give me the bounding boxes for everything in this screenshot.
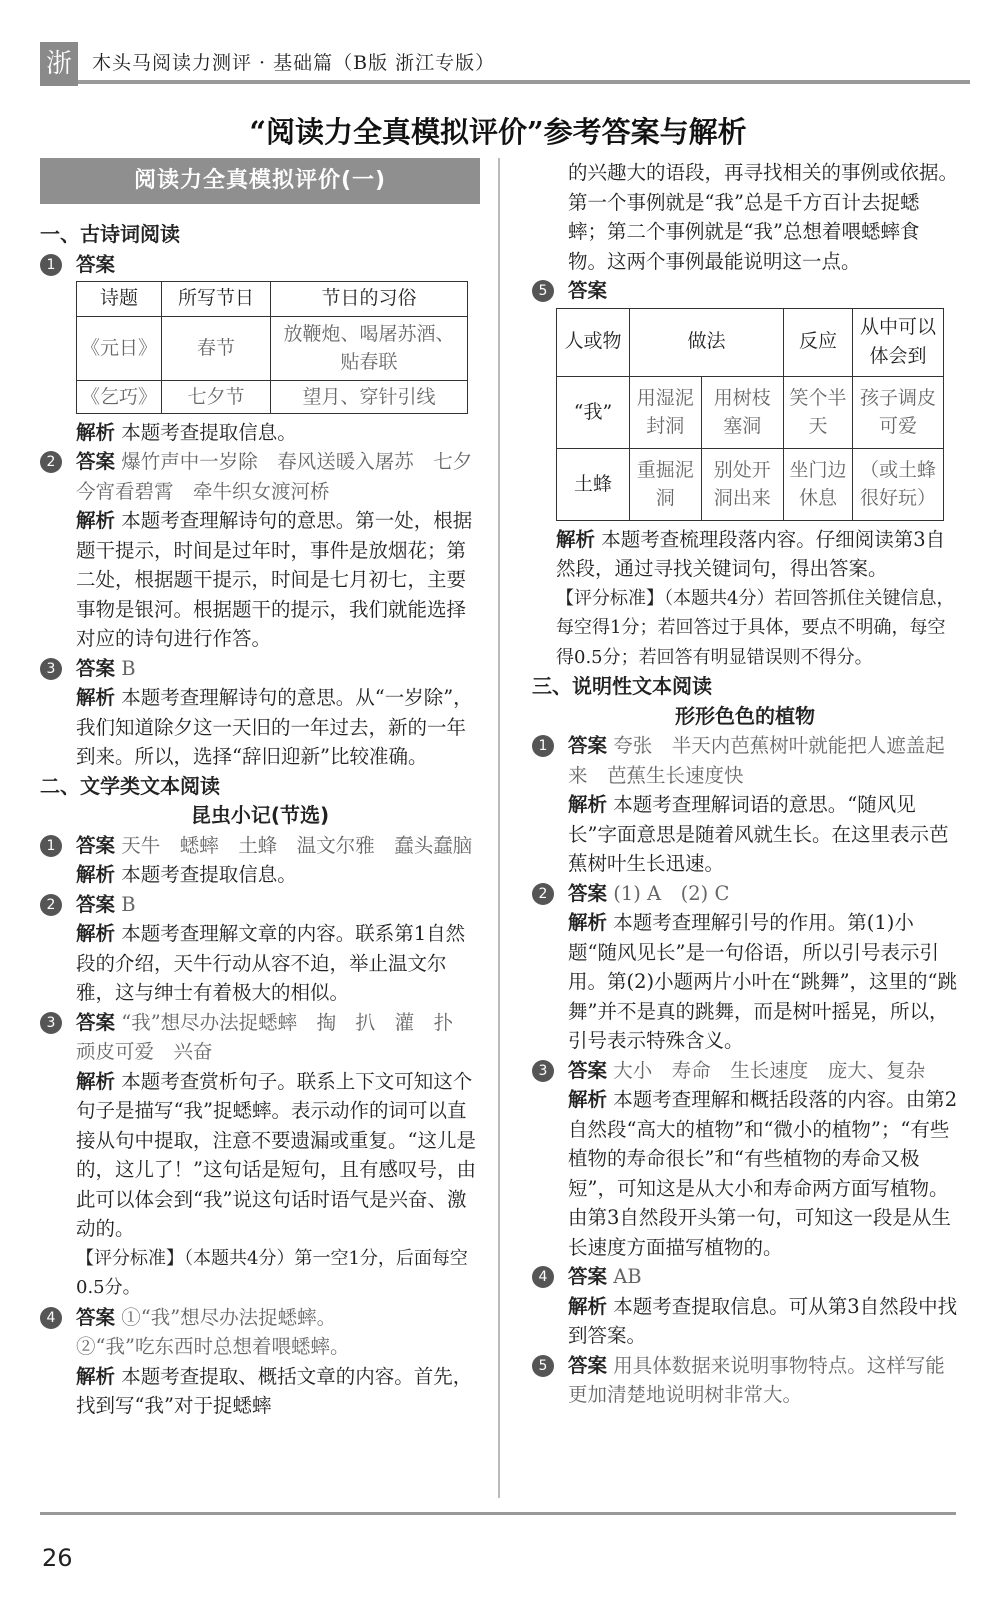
answer-text: B: [121, 656, 136, 680]
analysis-label: 解析: [76, 1364, 116, 1388]
question-2: [40, 447, 480, 506]
table-cell: 放鞭炮、喝屠苏酒、贴春联: [271, 316, 468, 380]
question-number-badge: 4: [40, 1307, 62, 1329]
question-2: [40, 890, 480, 920]
section-banner: 阅读力全真模拟评价(一): [40, 158, 480, 204]
analysis-text: 本题考查理解词语的意思。“随风见长”字面意思是随着风就生长。在这里表示芭蕉树叶生长迅速。: [568, 793, 949, 875]
analysis-text: 本题考查提取信息。: [121, 863, 297, 886]
analysis: [40, 418, 480, 448]
question-2: [532, 879, 958, 909]
passage-title: 昆虫小记(节选): [190, 803, 330, 827]
analysis-label: 解析: [76, 1069, 116, 1093]
table-row: [77, 380, 468, 413]
question-3: [40, 654, 480, 684]
question-3: [40, 1008, 480, 1067]
analysis-label: 解析: [568, 911, 608, 934]
answer-label: 答案: [76, 833, 116, 857]
question-4: [532, 1262, 958, 1292]
question-number-badge: 2: [532, 883, 554, 905]
question-number-badge: 5: [532, 280, 554, 302]
table-cell: 孩子调皮可爱: [853, 376, 944, 448]
table-cell: 用树枝塞洞: [701, 376, 783, 448]
analysis: [40, 1067, 480, 1244]
footer-rule: [40, 1512, 956, 1515]
question-number-badge: 3: [40, 658, 62, 680]
table-cell: 《元日》: [77, 316, 162, 380]
analysis-label: 解析: [76, 922, 116, 945]
table-header-row: [557, 308, 944, 376]
analysis-text: 本题考查理解引号的作用。第(1)小题“随风见长”是一句俗语，所以引号表示引用。第(2)小题两片小叶在“跳舞”，这里的“跳舞”并不是真的跳舞，而是树叶摇晃，所以，引号表示特殊含义。: [568, 911, 958, 1052]
table-cell: 重掘泥洞: [630, 448, 702, 520]
answer-label: 答案: [76, 656, 116, 680]
table-cell: 春节: [162, 316, 271, 380]
page-title: “阅读力全真模拟评价”参考答案与解析: [249, 115, 747, 149]
table-cell: 别处开洞出来: [701, 448, 783, 520]
answer-text: (1) A (2) C: [613, 881, 730, 905]
question-5: [532, 276, 958, 306]
table-cell: 望月、穿针引线: [271, 380, 468, 413]
section-heading: 一、古诗词阅读: [40, 222, 180, 246]
question-number-badge: 2: [40, 894, 62, 916]
answer-label: 答案: [76, 1305, 116, 1329]
page-header: [0, 0, 996, 92]
analysis-continued: 的兴趣大的语段，再寻找相关的事例或依据。第一个事例就是“我”总是千方百计去捉蟋蟀；第二个事例就是“我”总想着喂蟋蟀食物。这两个事例最能说明这一点。: [568, 161, 959, 273]
question-number-badge: 1: [40, 835, 62, 857]
question-1: [40, 250, 480, 280]
answer-text: ②“我”吃东西时总想着喂蟋蟀。: [76, 1335, 350, 1358]
right-column: [532, 158, 958, 1410]
analysis: [532, 790, 958, 879]
answer-text: “我”想尽办法捉蟋蟀 掏 扒 灌 扑 顽皮可爱 兴奋: [76, 1010, 473, 1063]
answer-label: 答案: [76, 1010, 116, 1034]
table-cell: 七夕节: [162, 380, 271, 413]
scoring-standard: 【评分标准】（本题共4分）第一空1分，后面每空0.5分。: [76, 1247, 468, 1298]
answer-text: 夸张 半天内芭蕉树叶就能把人遮盖起来 芭蕉生长速度快: [568, 734, 945, 787]
analysis-label: 解析: [76, 420, 116, 444]
header-rule: [78, 80, 970, 84]
answer-text: ①“我”想尽办法捉蟋蟀。: [121, 1305, 337, 1329]
passage-title: 形形色色的植物: [675, 703, 815, 728]
table-cell: 土蜂: [557, 448, 630, 520]
answer-label: 答案: [76, 252, 116, 276]
analysis: [532, 525, 958, 584]
section-heading: 二、文学类文本阅读: [40, 773, 220, 798]
answer-label: 答案: [568, 1353, 608, 1377]
answer-text: 用具体数据来说明事物特点。这样写能更加清楚地说明树非常大。: [568, 1353, 945, 1406]
question-number-badge: 1: [532, 735, 554, 757]
section-heading: 三、说明性文本阅读: [532, 674, 712, 698]
analysis: [40, 860, 480, 890]
analysis-label: 解析: [76, 509, 116, 532]
question-number-badge: 5: [532, 1355, 554, 1377]
analysis: [532, 1292, 958, 1351]
question-number-badge: 2: [40, 451, 62, 473]
header-title: 木头马阅读力测评 · 基础篇（B版 浙江专版）: [92, 52, 496, 74]
answer-text: B: [121, 892, 136, 916]
analysis: [40, 506, 480, 654]
table-header: 从中可以体会到: [853, 308, 944, 376]
column-divider: [498, 158, 500, 1498]
analysis-text: 本题考查梳理段落内容。仔细阅读第3自然段，通过寻找关键词句，得出答案。: [556, 527, 946, 580]
analysis: [40, 1362, 480, 1421]
analysis-label: 解析: [76, 863, 116, 886]
analysis-text: 本题考查提取信息。: [121, 420, 297, 444]
left-column: [40, 158, 480, 1421]
province-tab: 浙: [40, 42, 78, 86]
analysis: [532, 908, 958, 1056]
analysis-label: 解析: [556, 527, 596, 551]
question-4: [40, 1303, 480, 1333]
question-3: [532, 1056, 958, 1086]
table-cell: 笑个半天: [784, 376, 853, 448]
table-row: [557, 376, 944, 448]
question-number-badge: 4: [532, 1266, 554, 1288]
analysis-text: 本题考查提取信息。可从第3自然段中找到答案。: [568, 1294, 958, 1347]
analysis-text: 本题考查理解文章的内容。联系第1自然段的介绍，天牛行动从容不迫，举止温文尔雅，这与绅士有着极大的相似。: [76, 922, 466, 1004]
table-cell: （或土蜂很好玩）: [853, 448, 944, 520]
table-header: 做法: [630, 308, 784, 376]
analysis-text: 本题考查理解诗句的意思。从“一岁除”，我们知道除夕这一天旧的一年过去，新的一年到来。所以，选择“辞旧迎新”比较准确。: [76, 686, 473, 768]
table-header: 所写节日: [162, 282, 271, 317]
question-number-badge: 3: [40, 1012, 62, 1034]
table-header: 反应: [784, 308, 853, 376]
analysis-text: 本题考查提取、概括文章的内容。首先，找到写“我”对于捉蟋蟀: [76, 1364, 473, 1417]
analysis-label: 解析: [568, 793, 608, 816]
analysis: [40, 919, 480, 1008]
table-cell: 《乞巧》: [77, 380, 162, 413]
answer-label: 答案: [76, 450, 116, 473]
table-row: [77, 316, 468, 380]
table-header: 人或物: [557, 308, 630, 376]
question-number-badge: 1: [40, 254, 62, 276]
table-header: 节日的习俗: [271, 282, 468, 317]
analysis-text: 本题考查赏析句子。联系上下文可知这个句子是描写“我”捉蟋蟀。表示动作的词可以直接从句中提取，注意不要遗漏或重复。“这儿是的，这儿了！”这句话是短句，且有感叹号，由此可以体会到“我”说这句话时语气是兴奋、激动的。: [76, 1069, 476, 1240]
table-cell: 用湿泥封洞: [630, 376, 702, 448]
page-number: 26: [42, 1544, 73, 1572]
answer-label: 答案: [568, 279, 608, 302]
answer-text: AB: [613, 1265, 642, 1288]
answer-label: 答案: [568, 881, 608, 905]
answer-table: [556, 308, 944, 521]
answer-text: 大小 寿命 生长速度 庞大、复杂: [613, 1058, 926, 1082]
analysis-label: 解析: [568, 1294, 608, 1318]
answer-label: 答案: [568, 734, 608, 757]
table-row: [557, 448, 944, 520]
table-cell: 坐门边休息: [784, 448, 853, 520]
answer-text: 爆竹声中一岁除 春风送暖入屠苏 七夕今宵看碧霄 牵牛织女渡河桥: [76, 450, 473, 503]
analysis-label: 解析: [76, 686, 116, 709]
table-header-row: [77, 282, 468, 317]
analysis: [532, 1085, 958, 1262]
answer-label: 答案: [568, 1265, 608, 1288]
answer-text: 天牛 蟋蟀 土蜂 温文尔雅 蠢头蠢脑: [121, 833, 473, 857]
question-1: [40, 831, 480, 861]
question-number-badge: 3: [532, 1060, 554, 1082]
scoring-standard: 【评分标准】（本题共4分）若回答抓住关键信息，每空得1分；若回答过于具体，要点不明确，每空得0.5分；若回答有明显错误则不得分。: [556, 587, 955, 668]
answer-table: [76, 281, 468, 414]
question-1: [532, 731, 958, 790]
question-5: [532, 1351, 958, 1410]
analysis-text: 本题考查理解诗句的意思。第一处，根据题干提示，时间是过年时，事件是放烟花；第二处，根据题干提示，时间是七月初七，主要事物是银河。根据题干的提示，我们就能选择对应的诗句进行作答。: [76, 509, 473, 650]
table-cell: “我”: [557, 376, 630, 448]
analysis-text: 本题考查理解和概括段落的内容。由第2自然段“高大的植物”和“微小的植物”；“有些植物的寿命很长”和“有些植物的寿命又极短”，可知这是从大小和寿命两方面写植物。由第3自然段开头第一句，可知这一段是从生长速度方面描写植物的。: [568, 1088, 958, 1259]
table-header: 诗题: [77, 282, 162, 317]
answer-label: 答案: [76, 892, 116, 916]
analysis: [40, 683, 480, 772]
answer-label: 答案: [568, 1058, 608, 1082]
analysis-label: 解析: [568, 1088, 608, 1111]
